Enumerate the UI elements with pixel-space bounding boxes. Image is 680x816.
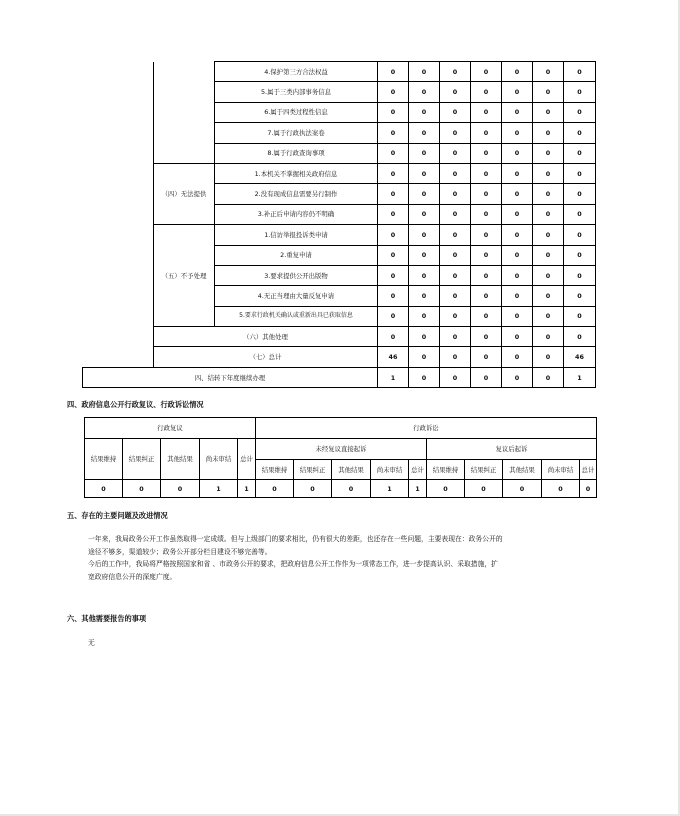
value-cell: 0	[409, 265, 440, 285]
not-reviewed-value: 0	[332, 480, 371, 498]
row-label: 2.重复申请	[215, 245, 378, 265]
litigation-col-label: 结果纠正	[294, 460, 332, 480]
value-cell: 0	[440, 82, 471, 102]
value-cell: 0	[502, 286, 533, 306]
value-cell: 0	[471, 225, 502, 245]
value-cell: 0	[564, 327, 596, 347]
litigation-col-label: 其他结果	[503, 460, 542, 480]
value-cell: 0	[533, 306, 564, 326]
value-cell: 0	[378, 286, 409, 306]
value-cell: 0	[378, 163, 409, 183]
value-cell: 0	[502, 265, 533, 285]
value-cell: 0	[471, 163, 502, 183]
value-cell: 0	[378, 245, 409, 265]
group5-title: （五）不予处理	[154, 225, 215, 327]
value-cell: 0	[409, 327, 440, 347]
row-label: 6.属于四类过程性信息	[215, 102, 378, 122]
row-label: 7.属于行政执法案卷	[215, 123, 378, 143]
value-cell: 0	[564, 286, 596, 306]
row-label: 5.属于三类内部事务信息	[215, 82, 378, 102]
value-cell: 0	[378, 143, 409, 163]
value-cell: 0	[533, 327, 564, 347]
review-col-label: 尚未审结	[200, 439, 238, 480]
not-reviewed-value: 1	[409, 480, 427, 498]
value-cell: 0	[502, 143, 533, 163]
value-cell: 0	[502, 184, 533, 204]
value-cell: 0	[440, 306, 471, 326]
value-cell: 0	[378, 204, 409, 224]
value-cell: 1	[564, 367, 596, 387]
litigation-col-label: 其他结果	[332, 460, 371, 480]
value-cell: 0	[378, 123, 409, 143]
value-cell: 0	[409, 225, 440, 245]
review-col-label: 结果维持	[85, 439, 123, 480]
review-value: 1	[238, 480, 256, 498]
value-cell: 0	[440, 163, 471, 183]
value-cell: 46	[564, 347, 596, 367]
value-cell: 0	[564, 306, 596, 326]
value-cell: 0	[378, 327, 409, 347]
review-col-label: 总计	[238, 439, 256, 480]
value-cell: 1	[378, 367, 409, 387]
value-cell: 0	[409, 123, 440, 143]
review-value: 0	[123, 480, 161, 498]
after-review-value: 0	[503, 480, 542, 498]
not-reviewed-value: 0	[256, 480, 294, 498]
row-label: 2.没有现成信息需要另行制作	[215, 184, 378, 204]
value-cell: 0	[409, 163, 440, 183]
value-cell: 0	[409, 82, 440, 102]
litigation-col-label: 尚未审结	[542, 460, 580, 480]
litigation-col-label: 总计	[409, 460, 427, 480]
review-value: 1	[200, 480, 238, 498]
litigation-header: 行政诉讼	[256, 418, 597, 439]
value-cell: 0	[471, 143, 502, 163]
value-cell: 0	[440, 62, 471, 82]
value-cell: 0	[564, 265, 596, 285]
litigation-col-label: 尚未审结	[371, 460, 409, 480]
value-cell: 0	[533, 367, 564, 387]
value-cell: 0	[471, 245, 502, 265]
section5-line: 途径不够多，渠道较少；政务公开部分栏目建设不够完善等。	[88, 547, 272, 556]
row-label: 3.补正后申请内容仍不明确	[215, 204, 378, 224]
value-cell: 0	[502, 204, 533, 224]
review-header: 行政复议	[85, 418, 256, 439]
value-cell: 0	[440, 327, 471, 347]
value-cell: 0	[502, 245, 533, 265]
value-cell: 0	[502, 123, 533, 143]
value-cell: 0	[502, 163, 533, 183]
review-col-label: 结果纠正	[123, 439, 161, 480]
litigation-col-label: 结果维持	[427, 460, 465, 480]
value-cell: 0	[471, 306, 502, 326]
value-cell: 0	[502, 327, 533, 347]
value-cell: 0	[471, 102, 502, 122]
left-blank-cell	[83, 62, 154, 368]
table-row	[83, 327, 596, 347]
value-cell: 0	[564, 143, 596, 163]
table-row	[83, 347, 596, 367]
value-cell: 0	[533, 82, 564, 102]
value-cell: 0	[533, 225, 564, 245]
value-cell: 0	[502, 367, 533, 387]
value-cell: 0	[502, 82, 533, 102]
value-cell: 0	[471, 265, 502, 285]
value-cell: 0	[409, 245, 440, 265]
table-row	[83, 367, 596, 387]
value-cell: 0	[564, 245, 596, 265]
table-row	[83, 163, 596, 183]
value-cell: 0	[564, 123, 596, 143]
table-row	[83, 62, 596, 82]
value-cell: 0	[471, 347, 502, 367]
after-review-value: 0	[427, 480, 465, 498]
not-reviewed-value: 1	[371, 480, 409, 498]
value-cell: 0	[533, 347, 564, 367]
litigation-col-label: 结果纠正	[465, 460, 503, 480]
value-cell: 0	[564, 184, 596, 204]
value-cell: 0	[378, 306, 409, 326]
value-cell: 0	[533, 143, 564, 163]
row-label: 5.要求行政机关确认或重新出具已获取信息	[215, 306, 378, 326]
value-cell: 0	[564, 62, 596, 82]
value-cell: 0	[378, 184, 409, 204]
value-cell: 0	[440, 102, 471, 122]
review-value: 0	[85, 480, 123, 498]
value-cell: 46	[378, 347, 409, 367]
after-review-header: 复议后起诉	[427, 439, 597, 460]
value-cell: 0	[409, 102, 440, 122]
value-cell: 0	[440, 225, 471, 245]
section5-title: 五、存在的主要问题及改进情况	[67, 511, 168, 520]
after-review-value: 0	[580, 480, 597, 498]
value-cell: 0	[471, 286, 502, 306]
value-cell: 0	[409, 184, 440, 204]
value-cell: 0	[533, 204, 564, 224]
section4-title: 四、政府信息公开行政复议、行政诉讼情况	[67, 400, 204, 409]
row-label: （七）总计	[154, 347, 378, 367]
row-label: 4.无正当理由大量反复申请	[215, 286, 378, 306]
row-label: 8.属于行政查询事项	[215, 143, 378, 163]
section5-line: 宽政府信息公开的深度广度。	[88, 572, 177, 581]
value-cell: 0	[502, 225, 533, 245]
value-cell: 0	[378, 102, 409, 122]
value-cell: 0	[378, 82, 409, 102]
disclosure-handling-table	[82, 61, 596, 388]
value-cell: 0	[533, 123, 564, 143]
value-cell: 0	[502, 347, 533, 367]
after-review-value: 0	[542, 480, 580, 498]
value-cell: 0	[471, 82, 502, 102]
value-cell: 0	[533, 245, 564, 265]
row-label: 4.保护第三方合法权益	[215, 62, 378, 82]
value-cell: 0	[409, 204, 440, 224]
table-row	[83, 225, 596, 245]
value-cell: 0	[440, 184, 471, 204]
row-label: 四、结转下年度继续办理	[83, 367, 378, 387]
row-label: 1.信访举报投诉类申请	[215, 225, 378, 245]
value-cell: 0	[502, 62, 533, 82]
litigation-col-label: 总计	[580, 460, 597, 480]
value-cell: 0	[440, 347, 471, 367]
value-cell: 0	[502, 306, 533, 326]
section5-paragraph	[88, 533, 598, 583]
value-cell: 0	[471, 62, 502, 82]
group4-title: （四）无法提供	[154, 163, 215, 224]
value-cell: 0	[533, 184, 564, 204]
value-cell: 0	[564, 163, 596, 183]
value-cell: 0	[440, 286, 471, 306]
litigation-col-label: 结果维持	[256, 460, 294, 480]
review-col-label: 其他结果	[161, 439, 200, 480]
value-cell: 0	[471, 367, 502, 387]
value-cell: 0	[471, 327, 502, 347]
value-cell: 0	[564, 82, 596, 102]
value-cell: 0	[440, 265, 471, 285]
group-continuation-cell	[154, 62, 215, 164]
value-cell: 0	[471, 123, 502, 143]
value-cell: 0	[564, 102, 596, 122]
value-cell: 0	[409, 306, 440, 326]
after-review-value: 0	[465, 480, 503, 498]
value-cell: 0	[409, 347, 440, 367]
value-cell: 0	[564, 204, 596, 224]
review-value: 0	[161, 480, 200, 498]
section5-line: 一年来，我局政务公开工作虽然取得一定成绩。但与上级部门的要求相比，仍有很大的差距，也还存在一些问题，主要表现在：政务公开的	[88, 535, 503, 543]
section5-line: 今后的工作中，我局将严格按照国家和省 、市政务公开的要求，把政府信息公开工作作为一项常态工作，进一步提高认识、采取措施，扩	[88, 560, 498, 568]
section6-title: 六、其他需要报告的事项	[67, 614, 147, 623]
value-cell: 0	[409, 286, 440, 306]
value-cell: 0	[409, 367, 440, 387]
not-reviewed-value: 0	[294, 480, 332, 498]
value-cell: 0	[471, 184, 502, 204]
value-cell: 0	[533, 163, 564, 183]
value-cell: 0	[378, 265, 409, 285]
value-cell: 0	[471, 204, 502, 224]
row-label: （六）其他处理	[154, 327, 378, 347]
value-cell: 0	[440, 143, 471, 163]
value-cell: 0	[440, 367, 471, 387]
not-reviewed-header: 未经复议直接起诉	[256, 439, 427, 460]
value-cell: 0	[440, 245, 471, 265]
value-cell: 0	[409, 62, 440, 82]
value-cell: 0	[409, 143, 440, 163]
row-label: 1.本机关不掌握相关政府信息	[215, 163, 378, 183]
value-cell: 0	[533, 265, 564, 285]
value-cell: 0	[533, 62, 564, 82]
value-cell: 0	[440, 123, 471, 143]
review-litigation-table	[84, 417, 597, 498]
value-cell: 0	[564, 225, 596, 245]
value-cell: 0	[533, 102, 564, 122]
value-cell: 0	[533, 286, 564, 306]
section6-content: 无	[88, 639, 95, 647]
value-cell: 0	[378, 62, 409, 82]
row-label: 3.要求提供公开出版物	[215, 265, 378, 285]
value-cell: 0	[440, 204, 471, 224]
value-cell: 0	[502, 102, 533, 122]
value-cell: 0	[378, 225, 409, 245]
